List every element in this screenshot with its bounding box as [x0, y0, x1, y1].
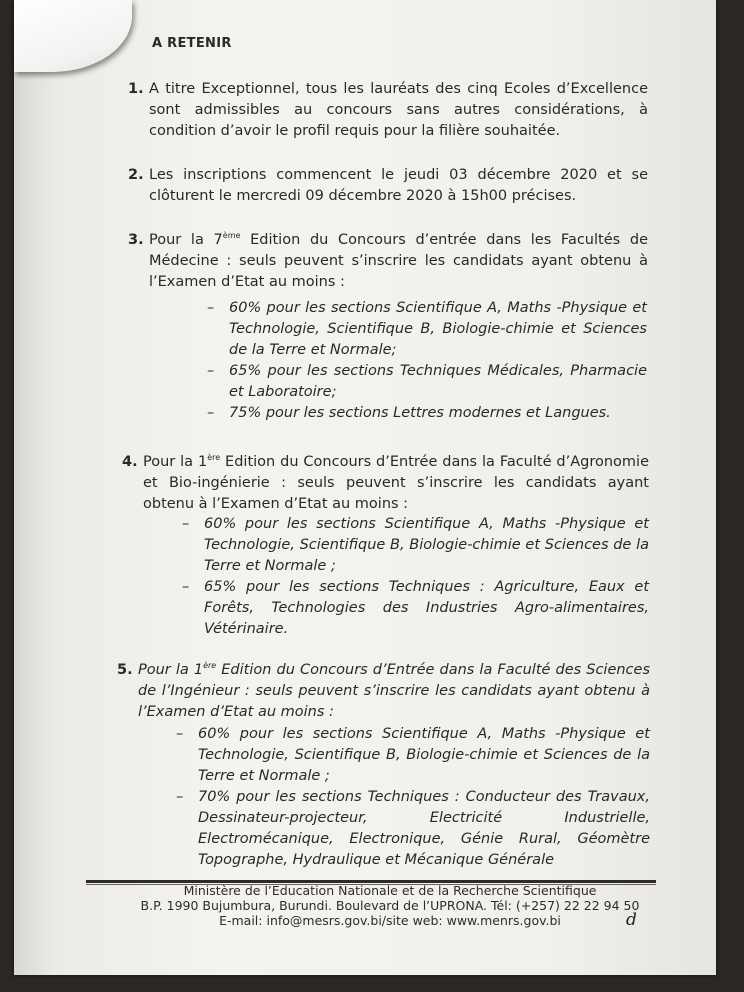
sublist-item: – 65% pour les sections Techniques Médicales, Pharmacie et Laboratoire;: [207, 363, 647, 400]
footer-address: B.P. 1990 Bujumbura, Burundi. Boulevard de l’UPRONA. Tél: (+257) 22 22 94 50: [140, 898, 640, 913]
list-item-2: [128, 165, 648, 207]
item-text: Les inscriptions commencent le jeudi 03 décembre 2020 et se clôturent le mercredi 09 décembre 2020 à 15h00 précises.: [149, 167, 648, 204]
item-text: A titre Exceptionnel, tous les lauréats des cinq Ecoles d’Excellence sont admissibles au concours sans autres considérations, à condition d’avoir le profil requis pour la filière souhaitée.: [149, 81, 648, 139]
footer-contact: E-mail: info@mesrs.gov.bi/site web: www.menrs.gov.bi: [219, 913, 561, 928]
list-item-3: [128, 230, 648, 293]
folded-page-corner: [14, 0, 132, 72]
item-text: Pour la 1ère Edition du Concours d’Entrée dans la Faculté d’Agronomie et Bio-ingénierie : seuls peuvent s’inscrire les candidats ayant obtenu à l’Examen d’Etat au moins :: [143, 453, 649, 512]
list-item-1: [128, 79, 648, 142]
sublist-item: – 60% pour les sections Scientifique A, Maths -Physique et Technologie, Scientifique B, Biologie-chimie et Sciences de la Terre et Normale ;: [182, 516, 649, 574]
list-item-5: [117, 660, 650, 723]
item-number: 1.: [128, 81, 144, 97]
item-number: 2.: [128, 167, 144, 183]
sublist-5: [176, 724, 650, 871]
footer: [120, 883, 660, 928]
list-item-4: [122, 452, 649, 515]
sublist-item: – 75% pour les sections Lettres modernes et Langues.: [207, 405, 611, 421]
handwritten-initials: d: [626, 910, 637, 930]
item-number: 3.: [128, 232, 144, 248]
sublist-4: [182, 514, 649, 640]
item-number: 5.: [117, 662, 133, 678]
sublist-item: – 60% pour les sections Scientifique A, Maths -Physique et Technologie, Scientifique B, Biologie-chimie et Sciences de la Terre et Normale;: [207, 300, 647, 358]
footer-ministry: Ministère de l’Education Nationale et de la Recherche Scientifique: [183, 883, 597, 898]
sublist-item: – 65% pour les sections Techniques : Agriculture, Eaux et Forêts, Technologies des Industries Agro-alimentaires, Vétérinaire.: [182, 579, 649, 637]
item-text: Pour la 7ème Edition du Concours d’entrée dans les Facultés de Médecine : seuls peuvent s’inscrire les candidats ayant obtenu à l’Examen d’Etat au moins :: [149, 231, 648, 290]
item-number: 4.: [122, 454, 138, 470]
sublist-item: – 70% pour les sections Techniques : Conducteur des Travaux, Dessinateur-projecteur, Electricité Industrielle, Electromécanique, Electronique, Génie Rural, Géomètre Topographe, Hydraulique et Mécanique Générale: [176, 789, 650, 868]
item-text: Pour la 1ère Edition du Concours d’Entrée dans la Faculté des Sciences de l’Ingénieur : seuls peuvent s’inscrire les candidats ayant obtenu à l’Examen d’Etat au moins :: [138, 661, 651, 720]
sublist-item: – 60% pour les sections Scientifique A, Maths -Physique et Technologie, Scientifique B, Biologie-chimie et Sciences de la Terre et Normale ;: [176, 726, 650, 784]
heading: A RETENIR: [152, 36, 232, 51]
sublist-3: [207, 298, 647, 424]
